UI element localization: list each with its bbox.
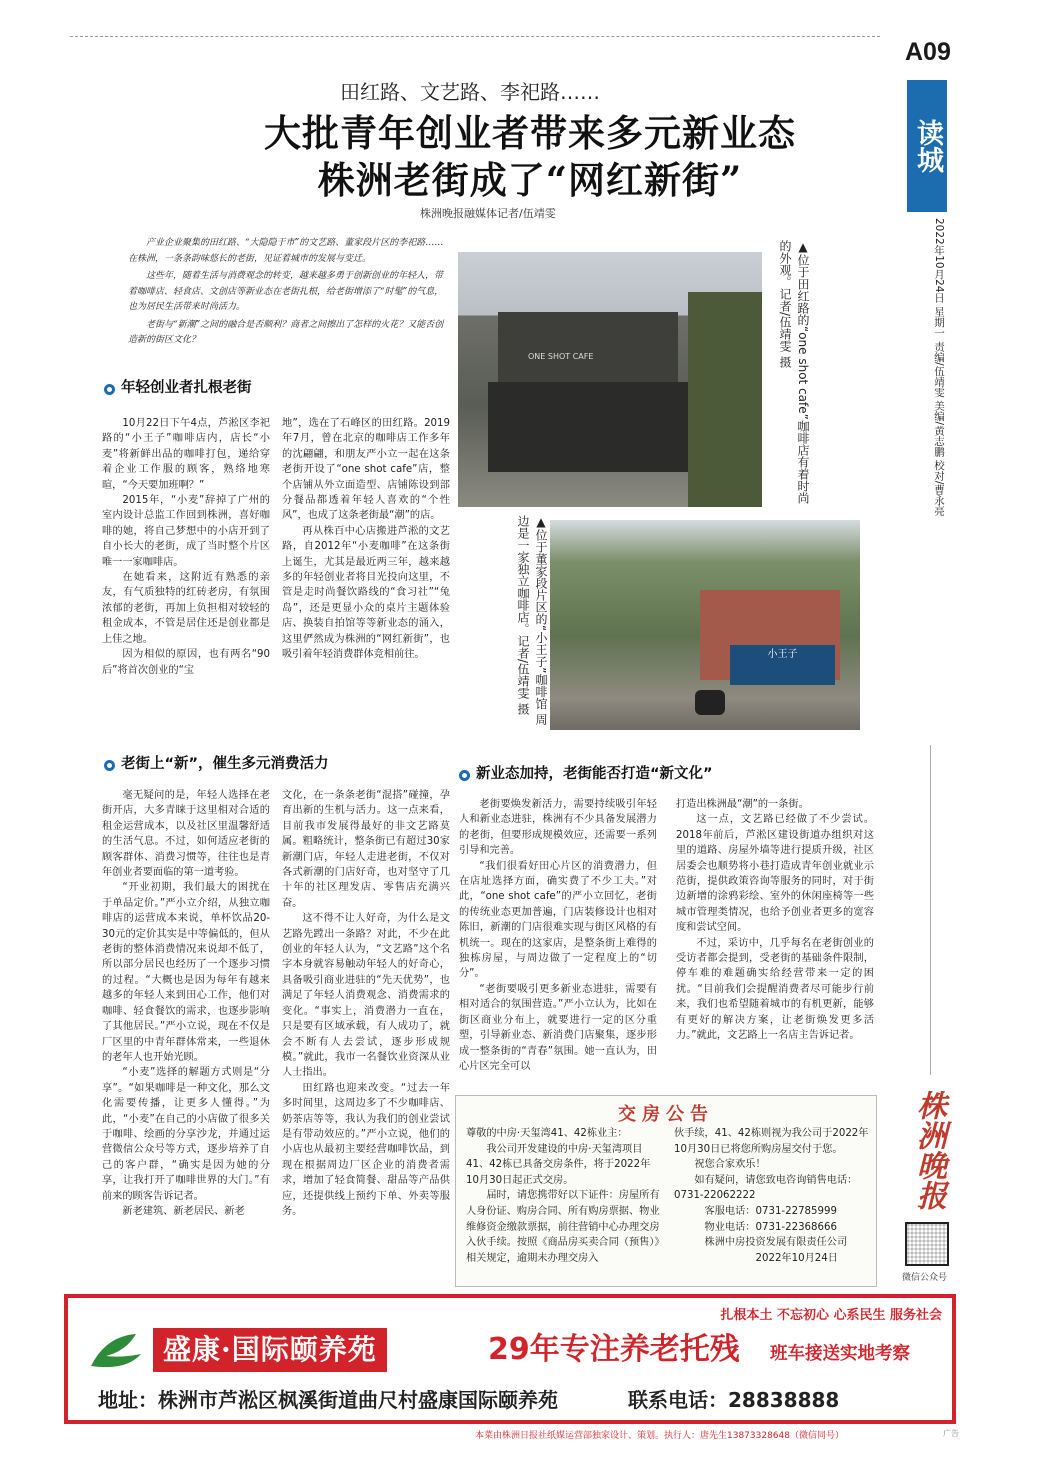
- notice-line: 伙手续，41、42栋则视为我公司于2022年10月30日已将您所购房屋交付于您。: [674, 1128, 869, 1155]
- paragraph: 10月22日下午4点，芦淞区李祀路的“小王子”咖啡店内，店长“小麦”将新鲜出品的咖啡打包，递给穿着企业工作服的顾客，熟络地寒暄，“今天要加班啊？”: [102, 418, 270, 491]
- paragraph: 新老建筑、新老居民、新老: [122, 1205, 245, 1217]
- paragraph: 因为相似的原因，也有两名“90后”将首次创业的“宝: [102, 649, 270, 676]
- notice-line: 如有疑问，请您致电咨询销售电话：0731-22062222: [674, 1174, 858, 1202]
- sec1-column-2: [282, 416, 450, 736]
- paragraph: 这不得不让人好奇，为什么是文艺路先蹚出一条路？对此，不少在此创业的年轻人认为，“文艺路”这个名字本身就容易触动年轻人的好奇心，具备吸引商业进驻的“先天优势”，也满足了年轻人消费观念、消费需求的变化。“事实上，消费潜力一直在，只是要有区域承载，有人成功了，就会不断有人去尝试，逐步形成规模。”就此，我市一名餐饮业资深从业人士指出。: [282, 913, 450, 1079]
- lead-paragraph: 这些年，随着生活与消费观念的转变，越来越多勇于创新创业的年轻人，带着咖啡店、轻食店、文创店等新业态在老街扎根，给老街增添了“时髦”的气息，也为居民生活带来时尚活力。: [128, 271, 444, 312]
- paragraph: 再从株百中心店搬进芦淞的文艺路，自2012年“小麦咖啡”在这条街上诞生，尤其是最近两三年，越来越多的年轻创业者将目光投向这里，不管是走时尚餐饮路线的“食习社”“兔岛”，还是更显小众的桌片主题体验店、换装自拍馆等等新业态的涌入，这里俨然成为株洲的“网红新街”，也吸引着年轻消费群体竞相前往。: [282, 525, 450, 661]
- paragraph: 不过，采访中，几乎每名在老街创业的受访者都会提到，受老街的基础条件限制，停车难的难题确实给经营带来一定的困扰。“目前我们会提醒消费者尽可能步行前来，我们也希望随着城市的有机更新，能够有更好的解决方案，让老街焕发更多活力。”就此，文艺路上一名店主告诉记者。: [676, 937, 874, 1042]
- section-heading-1: [104, 376, 252, 397]
- paragraph: 文化，在一条条老街“混搭”碰撞，孕育出新的生机与活力。这一点来看，目前我市发展得最好的非文艺路莫属。粗略统计，整条街已有超过30家新潮门店，年轻人走进老街，不仅对各式新潮的门店好奇，也对坚守了几十年的社区理发店、零售店充满兴奋。: [282, 790, 450, 909]
- top-rule: [70, 36, 880, 37]
- photo-cafe-exterior: [458, 252, 763, 507]
- notice-line: 届时，请您携带好以下证件：房屋所有人身份证、购房合同、所有购房票据、物业维修资金缴款票据，前往营销中心办理交房入伙手续。按照《商品房买卖合同（预售）》相关规定，逾期未办理交房入: [466, 1190, 660, 1264]
- paragraph: 田红路也迎来改变。“过去一年多时间里，这周边多了不少咖啡店、奶茶店等等，我认为我们的创业尝试是有带动效应的。”严小立说，他们的小店也从最初主要经营咖啡饮品，到现在根据周边厂区企业的消费者需求，增加了轻食简餐、甜品等产品供应，还提供线上预约下单、外卖等服务。: [282, 1082, 450, 1217]
- hand-leaf-logo-icon: [86, 1326, 146, 1376]
- section-heading-2: [104, 752, 329, 773]
- ad-years-tagline: 29年专注养老托残: [488, 1332, 740, 1367]
- lead-paragraph: 产业企业聚集的田红路、“大隐隐于市”的文艺路、董家段片区的李祀路……在株洲，一条条韵味悠长的老街，见证着城市的发展与变迁。: [128, 238, 444, 264]
- section-bullet-icon: [459, 770, 470, 781]
- paragraph: 毫无疑问的是，年轻人选择在老街开店，大多青睐于这里相对合适的租金运营成本，以及社区里温馨舒适的生活气息。不过，如何适应老街的顾客群体、消费习惯等，往往也是青年创业者要面临的第一道考验。: [102, 790, 270, 879]
- cafe-building: [498, 312, 678, 382]
- photo-street: [550, 520, 860, 730]
- section-tab: 读城: [907, 80, 947, 212]
- section-heading-3: [459, 762, 713, 783]
- qr-label: 微信公众号: [902, 1273, 948, 1283]
- section-bullet-icon: [104, 384, 115, 395]
- paragraph: 老街要焕发新活力，需要持续吸引年轻人和新业态进驻，株洲有不少具备发展潜力的老街，但要形成规模效应，还需要一系列引导和完善。: [459, 799, 657, 857]
- page-meta: 2022年10月24日 星期一 责编/伍靖雯 美编/黄志鹏 校对/曹永亮: [933, 218, 945, 516]
- notice-column-2: [674, 1126, 870, 1282]
- notice-line: 尊敬的中房·天玺湾41、42栋业主：: [466, 1128, 628, 1139]
- advertisement[interactable]: [64, 1294, 956, 1424]
- section-heading-text: 新业态加持，老街能否打造“新文化”: [476, 766, 713, 782]
- ad-footer-credit: 本菜由株洲日报社纸媒运营部独家设计、策划。执行人：唐先生13873328648（微信同号）: [475, 1431, 844, 1441]
- paragraph: 在她看来，这附近有熟悉的亲友，有气质独特的红砖老房，有氛围浓郁的老街，再加上负担相对较轻的租金成本，不管是居住还是创业都是上佳之地。: [102, 572, 270, 645]
- paragraph: 2015年，“小麦”辞掉了广州的室内设计总监工作回到株洲，喜好咖啡的她，将自己梦想中的小店开到了自小长大的老街，成了当时整个片区唯一一家咖啡店。: [102, 495, 270, 568]
- notice-line: 客服电话：0731-22785999: [674, 1205, 837, 1217]
- ad-slogan: 扎根本土 不忘初心 心系民生 服务社会: [720, 1308, 942, 1323]
- paragraph: “我们很看好田心片区的消费潜力，但在店址选择方面，确实费了不少工夫。”对此，“one shot cafe”的严小立回忆，老街的传统业态更加普遍，门店装修设计也相对陈旧，新潮的门店很难实现与街区风格的有机统一。现在的这家店，是整条街上难得的独栋房屋，与周边做了一定程度上的“切分”。: [459, 860, 657, 980]
- notice-line: 株洲中房投资发展有限责任公司: [674, 1237, 848, 1249]
- scooter: [695, 690, 725, 715]
- section-heading-text: 老街上“新”，催生多元消费活力: [121, 756, 329, 772]
- paragraph: 地”，选在了石峰区的田红路。2019年7月，曾在北京的咖啡店工作多年的沈翩翩，和朋友严小立一起在这条老街开设了“one shot cafe”店，整个店铺从外立面造型、店铺陈设到部分餐品都透着年轻人喜欢的“个性风”，也成了这条老街最“潮”的店。: [282, 418, 450, 522]
- newspaper-logo: 株洲晚报: [911, 1090, 946, 1210]
- section-heading-text: 年轻创业者扎根老街: [121, 380, 252, 396]
- cafe-awning: [488, 382, 688, 472]
- side-rule: [930, 745, 931, 1075]
- notice-line: 祝您合家欢乐！: [674, 1159, 766, 1171]
- paragraph: “小麦”选择的解题方式则是“分享”。“如果咖啡是一种文化，那么文化需要传播，让更多人懂得。”为此，“小麦”在自己的小店做了很多关于咖啡、绘画的分享沙龙，并通过运营微信公众号等方式，逐步培养了自己的客户群，“确实是因为她的分享，让我打开了咖啡世界的大门。”有前来的顾客告诉记者。: [102, 1067, 270, 1202]
- page-number: A09: [905, 38, 951, 66]
- cafe-sign: ONE SHOT CAFE: [528, 352, 594, 361]
- notice-line: 物业电话：0731-22368666: [674, 1221, 837, 1233]
- paragraph: 这一点，文艺路已经做了不少尝试。2018年前后，芦淞区建设街道办组织对这里的道路、房屋外墙等进行提质升级，社区居委会也顺势将小巷打造成青年创业就业示范街，提供政策咨询等服务的同时，对于街边新增的涂鸦彩绘、室外的休闲座椅等一些城市管理类情况，也给予创业者更多的宽容度和尝试空间。: [676, 814, 874, 934]
- notice-line: 我公司开发建设的中房·天玺湾项目41、42栋已具备交房条件，将于2022年10月30日起正式交房。: [466, 1143, 651, 1186]
- ad-phone[interactable]: 联系电话：28838888: [628, 1388, 840, 1412]
- lead: [128, 236, 450, 351]
- shop-sign: 小王子: [730, 645, 835, 685]
- ad-brand-name: 盛康·国际颐养苑: [153, 1328, 387, 1372]
- handover-notice: [455, 1095, 877, 1287]
- sec3-column-1: [459, 797, 657, 1087]
- sec1-column-1: [102, 416, 270, 736]
- headline-sub: 株洲老街成了“网红新街”: [317, 158, 743, 202]
- paragraph: “老街要吸引更多新业态进驻，需要有相对适合的氛围营造。”严小立认为，比如在街区商业分布上，就要进行一定的区分重塑，引导新业态、新消费门店聚集，逐步形成一整条街的“青春”氛围。她一直认为，田心片区完全可以: [459, 983, 657, 1072]
- sec2-column-2: [282, 788, 450, 1288]
- ad-address: 地址：株洲市芦淞区枫溪街道曲尺村盛康国际颐养苑: [98, 1388, 558, 1412]
- photo-caption-2: ▲位于董家段片区的“小王子”咖啡馆 周边是一家独立咖啡店。记者/伍靖雯 摄: [500, 515, 550, 733]
- section-bullet-icon: [104, 760, 115, 771]
- notice-column-1: [466, 1126, 662, 1282]
- byline: 株洲晚报融媒体记者/伍靖雯: [420, 207, 556, 220]
- paragraph: “开业初期，我们最大的困扰在于单品定价。”严小立介绍，从独立咖啡店的运营成本来说，单杯饮品20-30元的定价其实是中等偏低的，但从老街的整体消费情况来说却不低了，所以部分居民也经历了一个逐步习惯的过程。“大概也是因为每年有越来越多的年轻人来到田心工作，他们对咖啡、轻食餐饮的需求，也逐步影响了其他居民。”严小立说，现在不仅是厂区里的中青年群体常来，一些退休的老年人也开始光顾。: [102, 882, 270, 1063]
- headline-main: 大批青年创业者带来多元新业态: [264, 111, 796, 155]
- qr-code-icon[interactable]: [905, 1222, 949, 1266]
- ad-mark: 广告: [943, 1429, 959, 1438]
- notice-line: 2022年10月24日: [674, 1252, 838, 1264]
- sec2-column-1: [102, 788, 270, 1288]
- notice-title: 交房公告: [618, 1104, 714, 1125]
- lead-paragraph: 老街与“新潮”之间的融合是否顺利？商者之间擦出了怎样的火花？又能否创造新的街区文化？: [128, 319, 444, 345]
- photo-caption-1: ▲位于田红路的“one shot cafe”咖啡店有着时尚的外观。记者/伍靖雯 摄: [762, 240, 812, 512]
- sec3-column-2: [676, 797, 874, 1087]
- kicker: 田红路、文艺路、李祀路……: [340, 80, 600, 104]
- ad-bus-tagline: 班车接送实地考察: [770, 1344, 910, 1364]
- tree: [688, 292, 763, 507]
- paragraph: 打造出株洲最“潮”的一条街。: [676, 799, 809, 810]
